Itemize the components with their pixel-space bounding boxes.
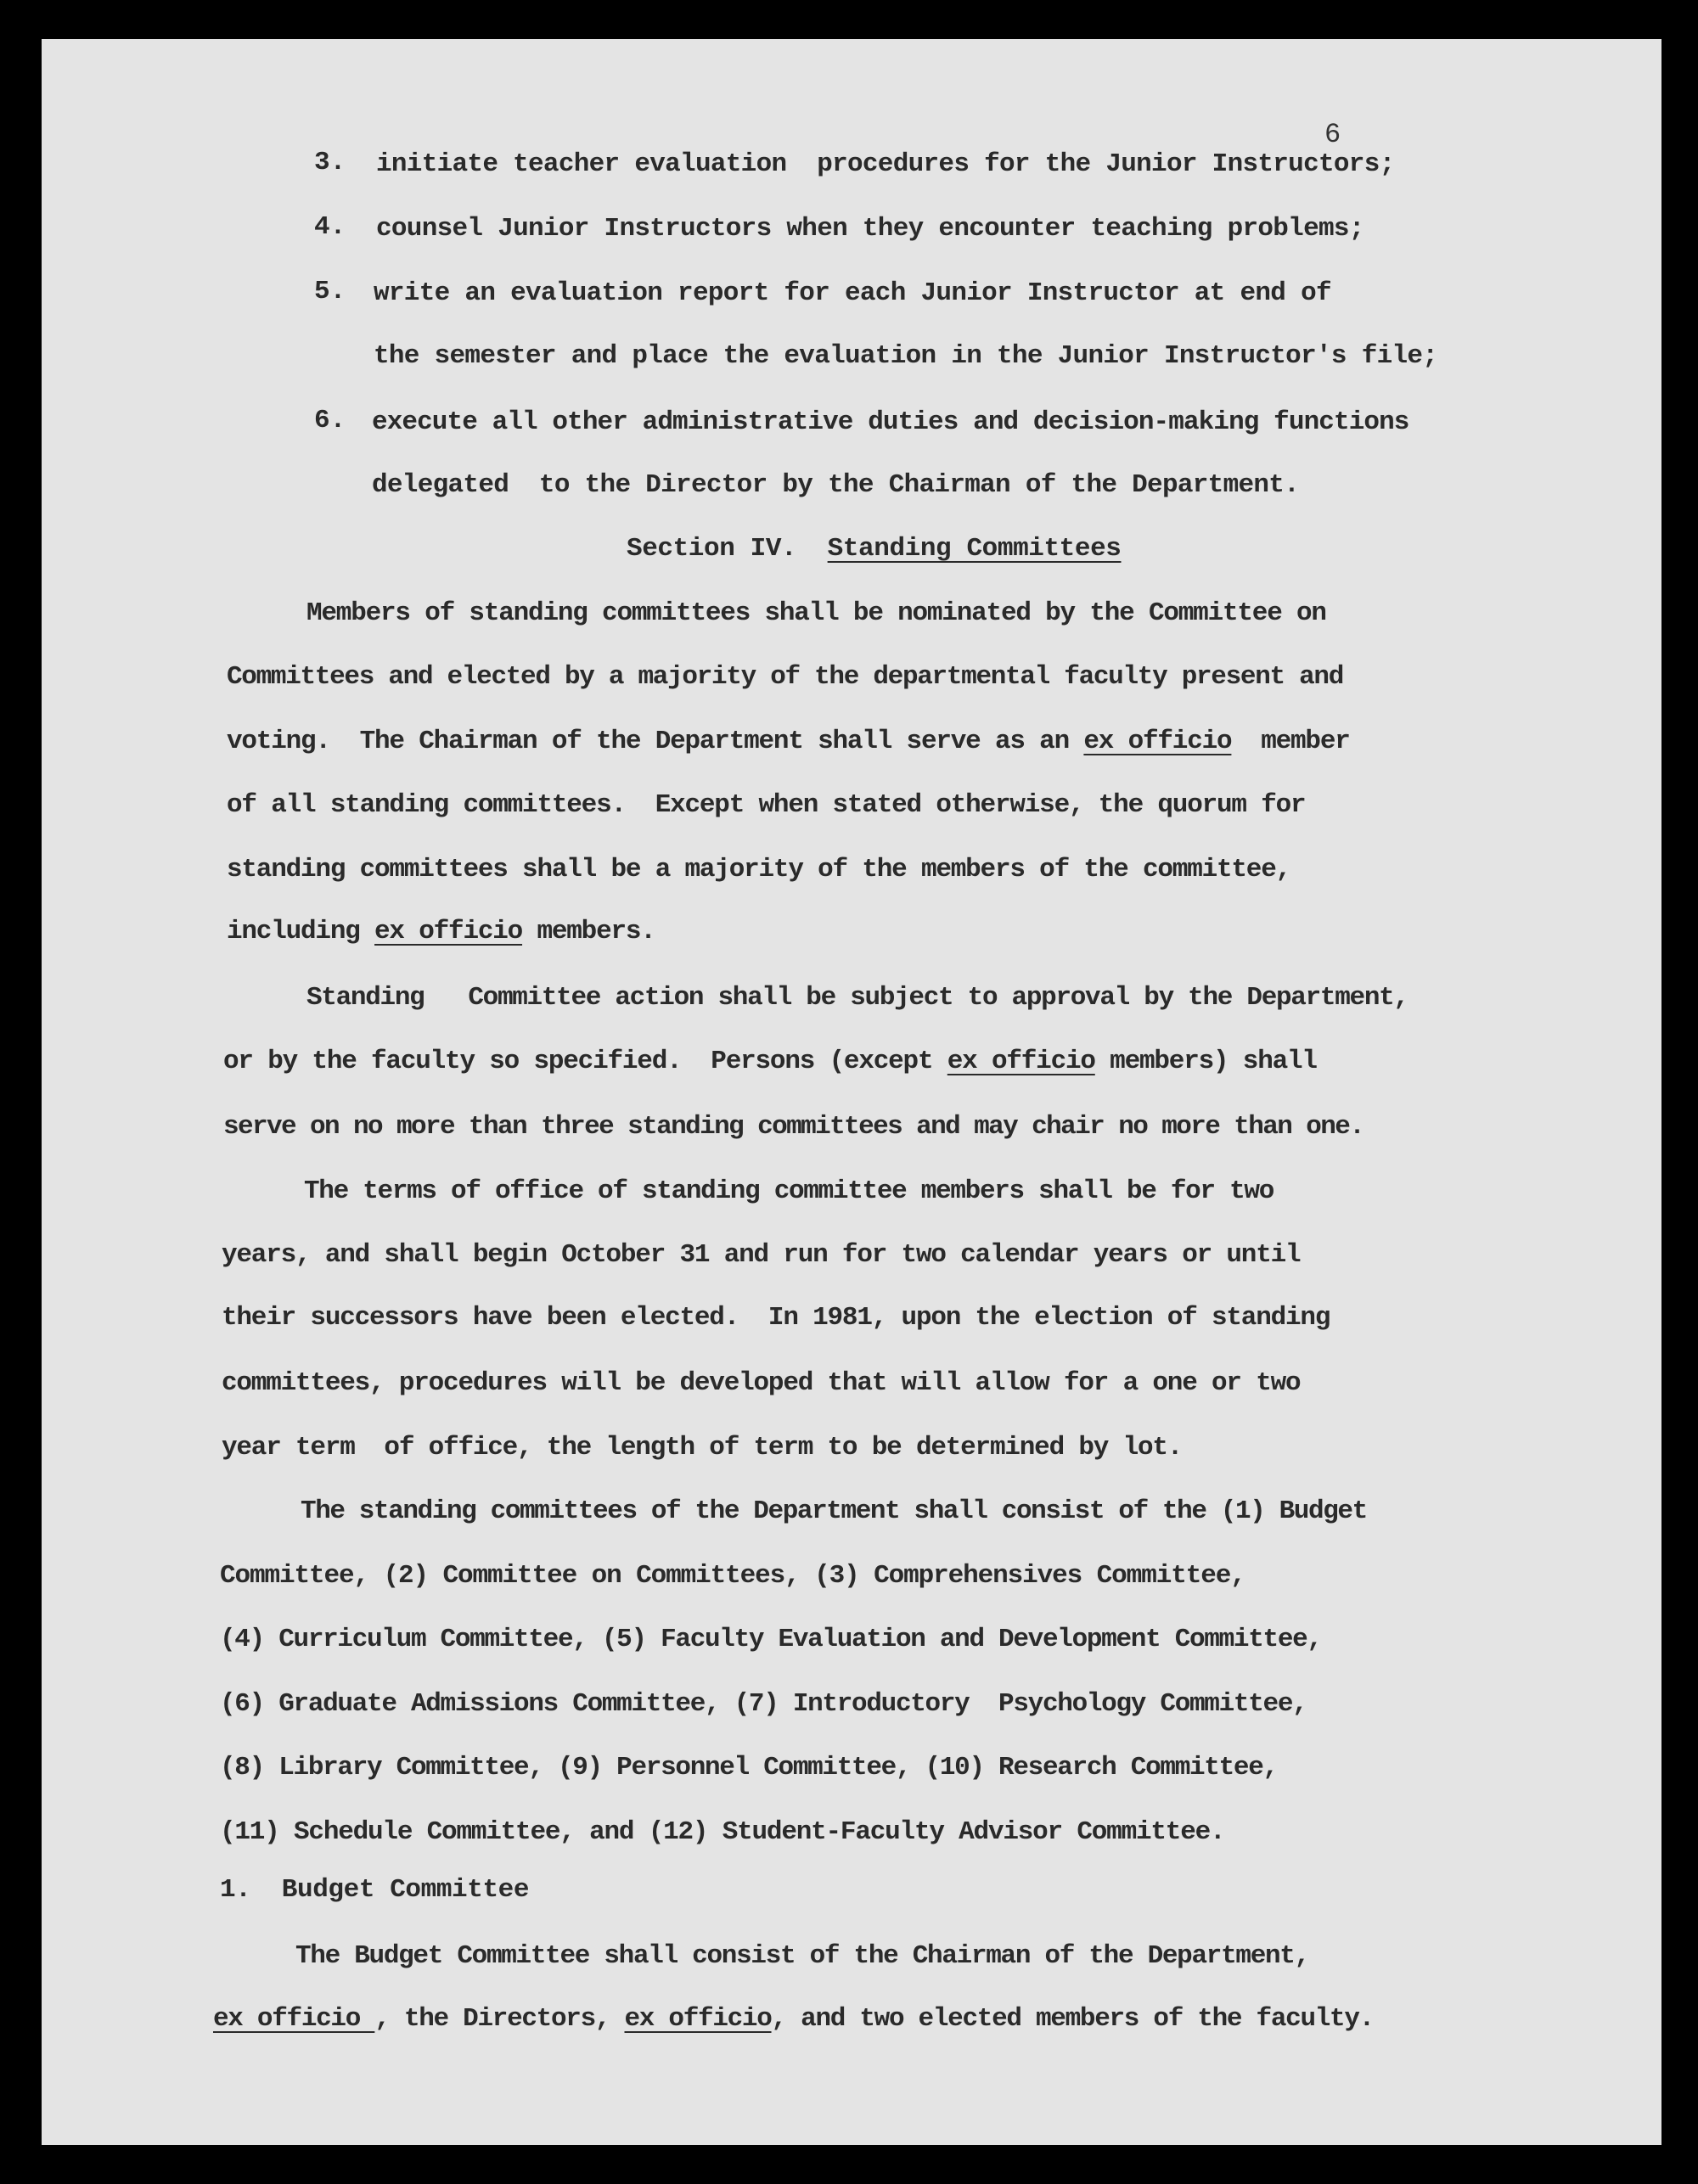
section-heading: [627, 532, 1122, 566]
text-span: member: [1231, 727, 1350, 756]
item-number: 5.: [314, 277, 346, 306]
text-line: [227, 915, 655, 949]
text-line: Members of standing committees shall be nominated by the Committee on: [306, 598, 1326, 628]
text-line: [213, 2002, 1374, 2036]
text-line: (6) Graduate Admissions Committee, (7) Introductory Psychology Committee,: [220, 1689, 1307, 1719]
text-line: [223, 1045, 1317, 1079]
underlined-term: ex officio: [1083, 727, 1232, 756]
text-line: Committees and elected by a majority of the departmental faculty present and: [227, 662, 1344, 692]
item-number: 3.: [314, 148, 346, 177]
text-line: The standing committees of the Department shall consist of the (1) Budget: [301, 1496, 1367, 1526]
text-line: year term of office, the length of term to be determined by lot.: [222, 1433, 1183, 1463]
list-item-line: the semester and place the evaluation in the Junior Instructor's file;: [374, 341, 1438, 371]
text-line: Standing Committee action shall be subject to approval by the Department,: [306, 983, 1408, 1013]
text-span: including: [227, 917, 375, 946]
section-label: Section IV.: [627, 534, 797, 564]
text-span: , and two elected members of the faculty.: [771, 2004, 1374, 2034]
text-line: [227, 725, 1350, 759]
underlined-term: ex officio: [624, 2004, 772, 2034]
item-number: 4.: [314, 212, 346, 242]
subsection-heading: 1. Budget Committee: [220, 1875, 530, 1905]
list-item-line: delegated to the Director by the Chairman of the Department.: [372, 470, 1300, 500]
list-item-line: initiate teacher evaluation procedures for the Junior Instructors;: [376, 149, 1395, 179]
text-line: The Budget Committee shall consist of the Chairman of the Department,: [295, 1941, 1309, 1971]
section-title: Standing Committees: [827, 534, 1122, 564]
text-line: their successors have been elected. In 1981, upon the election of standing: [222, 1303, 1330, 1333]
list-item-line: counsel Junior Instructors when they encounter teaching problems;: [376, 214, 1364, 244]
underlined-term: ex officio: [374, 917, 523, 946]
underlined-term: ex officio: [213, 2004, 375, 2034]
page-number: 6: [1324, 119, 1341, 150]
text-line: serve on no more than three standing committees and may chair no more than one.: [223, 1112, 1364, 1142]
text-span: or by the faculty so specified. Persons (except: [223, 1047, 947, 1076]
text-line: The terms of office of standing committee members shall be for two: [304, 1176, 1274, 1206]
item-number: 6.: [314, 406, 346, 435]
list-item-line: execute all other administrative duties and decision-making functions: [372, 407, 1409, 437]
text-line: (4) Curriculum Committee, (5) Faculty Evaluation and Development Committee,: [220, 1625, 1322, 1654]
text-line: years, and shall begin October 31 and run for two calendar years or until: [222, 1240, 1301, 1270]
text-line: (11) Schedule Committee, and (12) Student-Faculty Advisor Committee.: [220, 1817, 1225, 1847]
text-span: voting. The Chairman of the Department shall serve as an: [227, 727, 1084, 756]
text-line: of all standing committees. Except when stated otherwise, the quorum for: [227, 790, 1306, 820]
text-line: (8) Library Committee, (9) Personnel Committee, (10) Research Committee,: [220, 1753, 1278, 1783]
list-item-line: write an evaluation report for each Junior Instructor at end of: [374, 278, 1331, 308]
text-line: standing committees shall be a majority of the members of the committee,: [227, 855, 1291, 884]
text-line: committees, procedures will be developed that will allow for a one or two: [222, 1368, 1301, 1398]
text-span: members.: [522, 917, 655, 946]
text-span: , the Directors,: [374, 2004, 625, 2034]
text-line: Committee, (2) Committee on Committees, (3) Comprehensives Committee,: [220, 1561, 1245, 1591]
text-span: members) shall: [1094, 1047, 1317, 1076]
underlined-term: ex officio: [947, 1047, 1095, 1076]
